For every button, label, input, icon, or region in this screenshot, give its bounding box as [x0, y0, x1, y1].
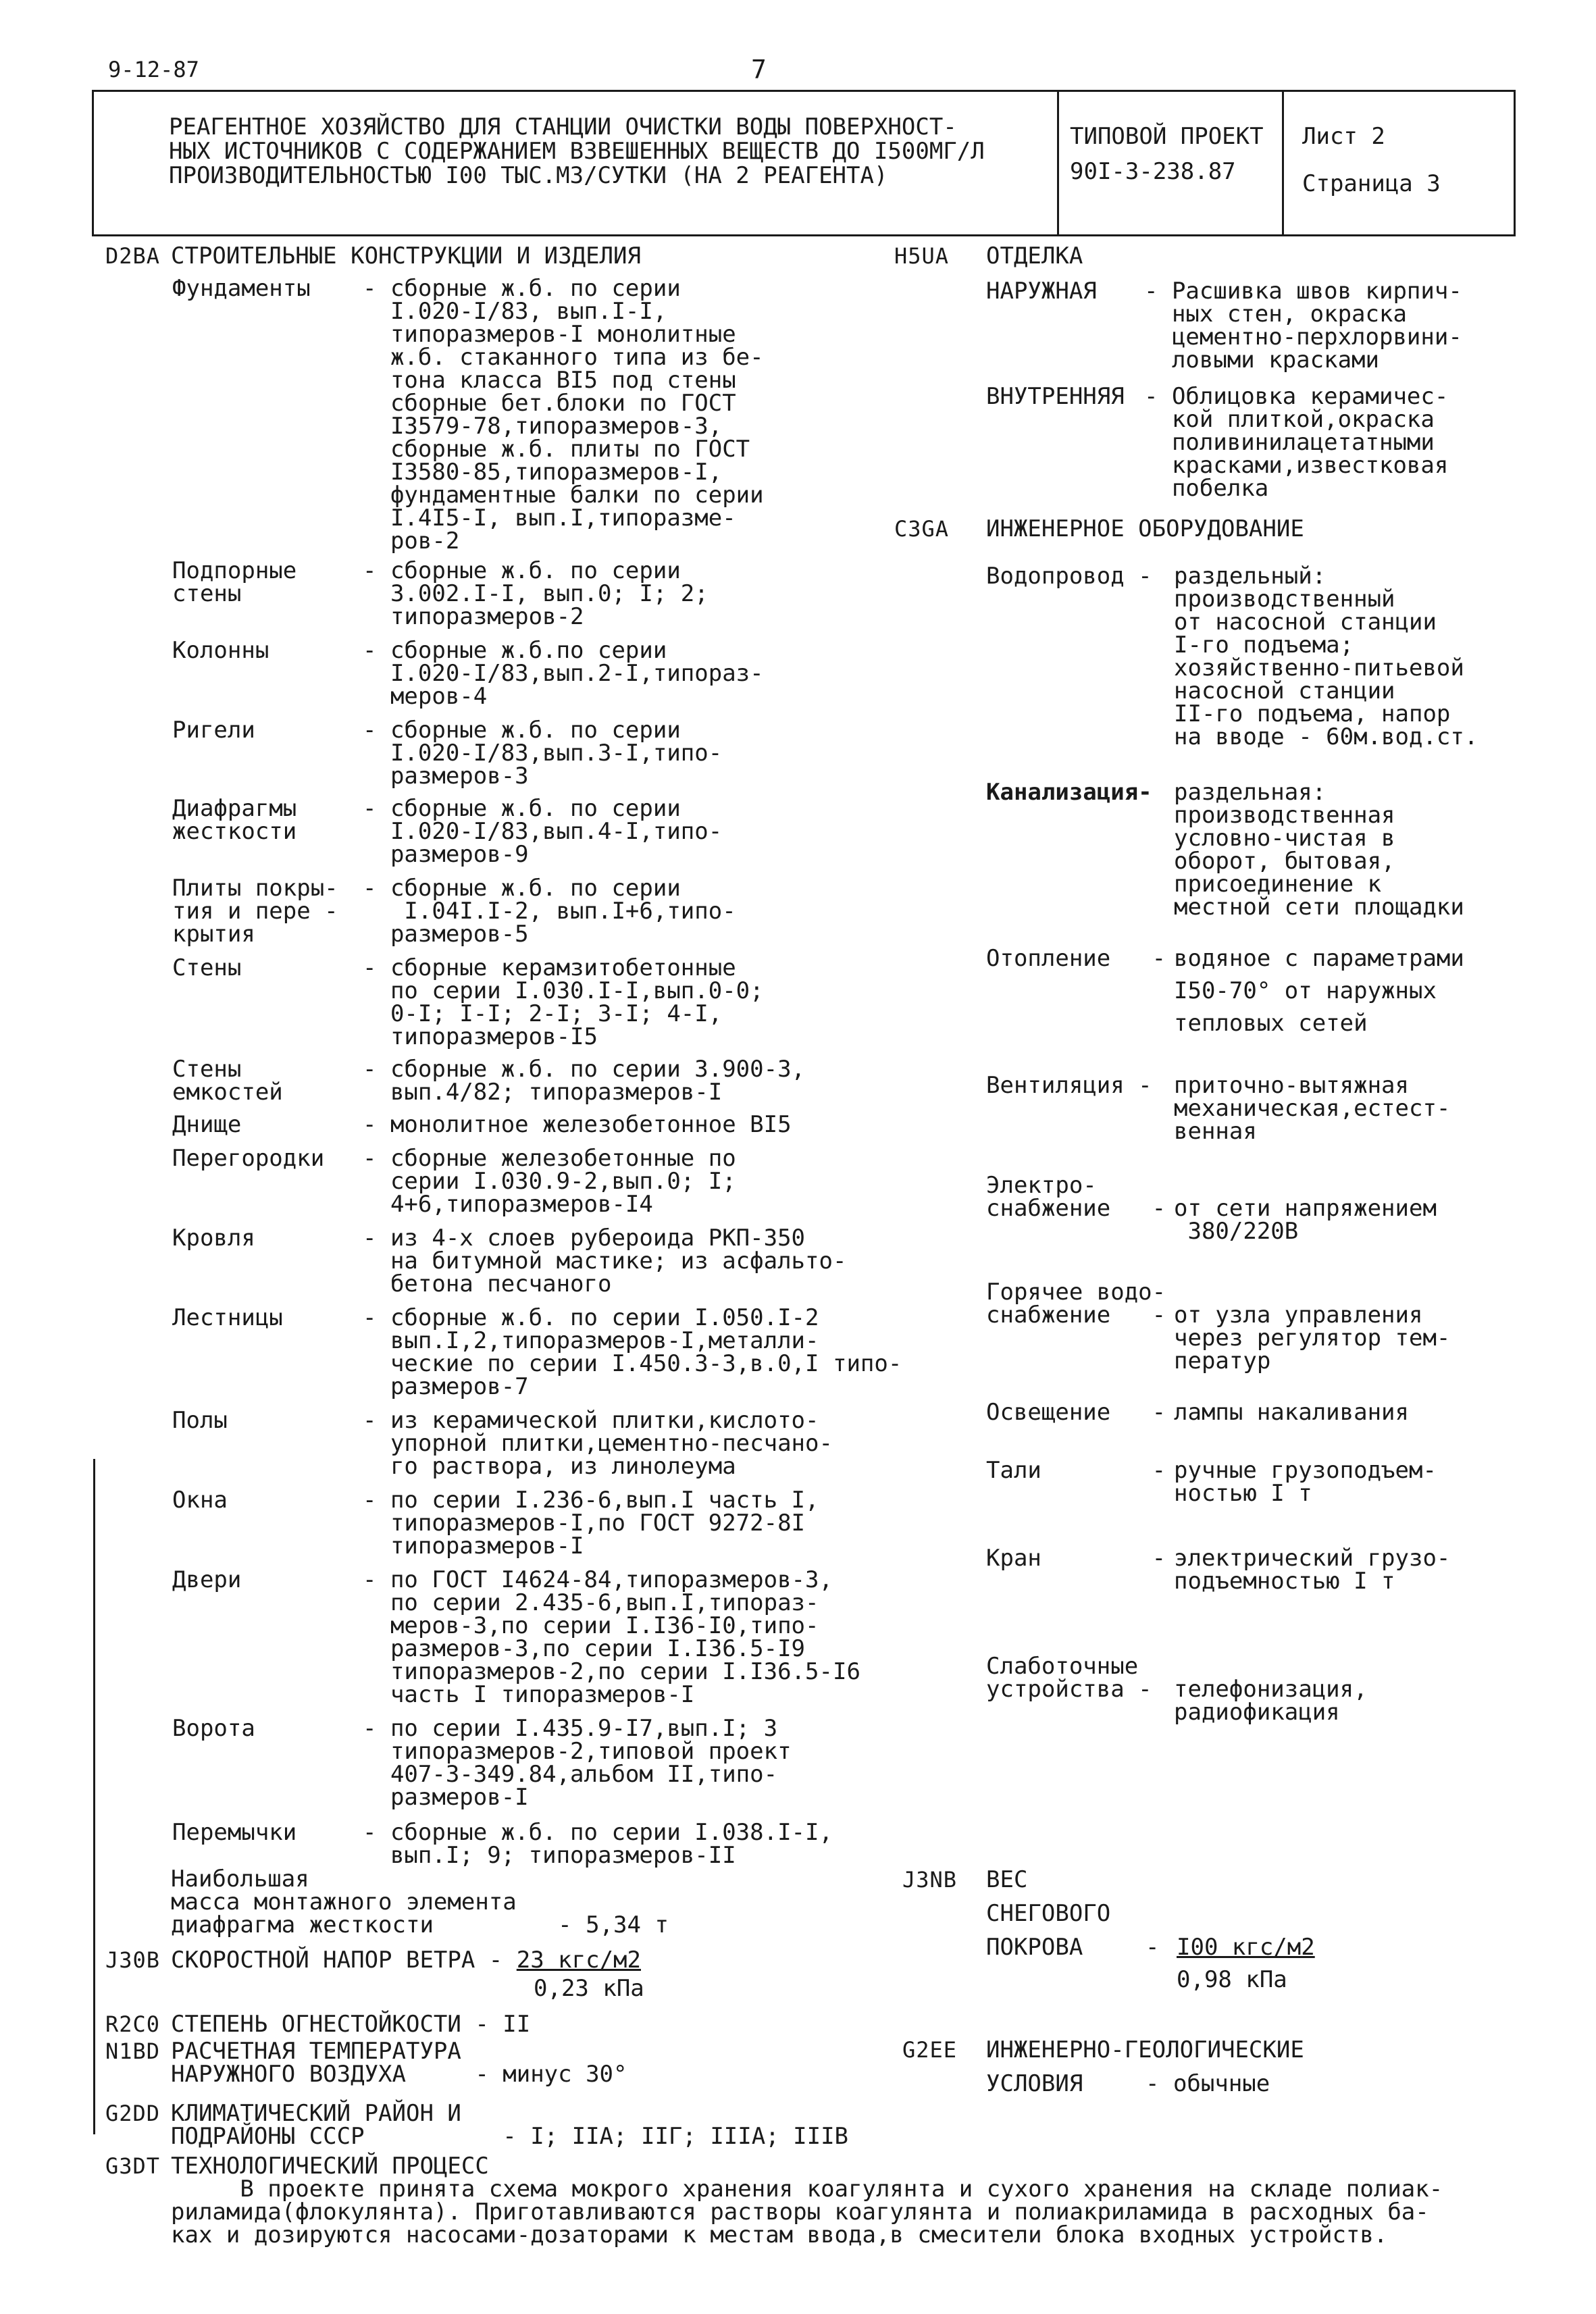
item-description: размеров-3: [363, 763, 529, 790]
geo-title: ИНЖЕНЕРНО-ГЕОЛОГИЧЕСКИЕ: [986, 2036, 1304, 2063]
engineering-desc: производственный: [1174, 586, 1395, 613]
item-label: Днище: [172, 1111, 242, 1138]
engineering-desc: насосной станции: [1174, 677, 1395, 704]
item-description: I.020-I/83, вып.I-I,: [363, 298, 667, 325]
item-description: - сборные ж.б. по серии: [363, 795, 681, 822]
item-description: - по серии I.435.9-I7,вып.I; 3: [363, 1715, 778, 1742]
item-description: I.020-I/83,вып.3-I,типо-: [363, 740, 723, 767]
item-label: Диафрагмы: [172, 795, 297, 822]
item-label: Плиты покры-: [172, 875, 338, 902]
item-description: - сборные ж.б.по серии: [363, 637, 667, 664]
section-title: СТРОИТЕЛЬНЫЕ КОНСТРУКЦИИ И ИЗДЕЛИЯ: [171, 242, 641, 269]
snow-line-3: ПОКРОВА: [986, 1934, 1083, 1961]
item-description: - сборные железобетонные по: [363, 1145, 736, 1172]
geo-code: G2EE: [902, 2037, 958, 2063]
engineering-desc: ручные грузоподъем-: [1174, 1457, 1437, 1484]
item-description: вып.I,2,типоразмеров-I,металли-: [363, 1327, 819, 1354]
engineering-desc: раздельная:: [1174, 779, 1327, 806]
tech-title: ТЕХНОЛОГИЧЕСКИЙ ПРОЦЕСС: [171, 2153, 489, 2180]
engineering-desc: ператур: [1174, 1347, 1271, 1374]
engineering-desc: I50-70° от наружных: [1174, 977, 1437, 1004]
engineering-label: Отопление -: [986, 945, 1166, 972]
engineering-desc: лампы накаливания: [1174, 1399, 1409, 1426]
engineering-label: Горячее водо-: [986, 1279, 1166, 1306]
item-description: меров-4: [363, 683, 488, 710]
engineering-desc: II-го подъема, напор: [1174, 700, 1451, 727]
snow-line-2: СНЕГОВОГО: [986, 1900, 1111, 1927]
snow-value-kgs: I00 кгс/м2: [1177, 1934, 1315, 1961]
finish-code: H5UA: [894, 243, 950, 269]
item-description: - сборные ж.б. по серии I.038.I-I,: [363, 1819, 833, 1846]
finish-desc-line: поливинилацетатными: [1144, 429, 1435, 456]
item-label: Лестницы: [172, 1304, 283, 1331]
finish-outer-label: НАРУЖНАЯ: [986, 278, 1097, 305]
engineering-desc: хозяйственно-питьевой: [1174, 654, 1464, 682]
section-code: D2BA: [105, 243, 161, 269]
item-description: вып.4/82; типоразмеров-I: [363, 1079, 723, 1106]
item-description: 3.002.I-I, вып.0; I; 2;: [363, 580, 709, 607]
finish-desc-line: цементно-перхлорвини-: [1144, 324, 1462, 351]
item-label: Перемычки: [172, 1819, 297, 1846]
item-label: Фундаменты: [172, 275, 311, 302]
tech-line-1: В проекте принята схема мокрого хранения коагулянта и сухого хранения на складе полиак-: [171, 2176, 1443, 2203]
item-label: Окна: [172, 1487, 228, 1514]
item-description: I3579-78,типоразмеров-3,: [363, 413, 723, 440]
item-description: сборные бет.блоки по ГОСТ: [363, 390, 736, 417]
engineering-label: Кран -: [986, 1545, 1166, 1572]
item-description: на битумной мастике; из асфальто-: [363, 1248, 847, 1275]
finish-desc-line: - Облицовка керамичес-: [1144, 383, 1449, 410]
engineering-code: C3GA: [894, 516, 950, 542]
max-mass-line-3: диафрагма жесткости - 5,34 т: [171, 1911, 669, 1938]
engineering-desc: раздельный:: [1174, 563, 1327, 590]
item-label: крытия: [172, 921, 255, 948]
item-description: фундаментные балки по серии: [363, 482, 764, 509]
item-description: типоразмеров-2,типовой проект: [363, 1738, 792, 1765]
item-label: Подпорные: [172, 557, 297, 584]
finish-desc-line: ных стен, окраска: [1144, 301, 1407, 328]
engineering-label: Электро-: [986, 1172, 1097, 1199]
item-description: типоразмеров-I монолитные: [363, 321, 736, 348]
engineering-desc: водяное с параметрами: [1174, 945, 1464, 972]
item-label: стены: [172, 580, 242, 607]
sheet-number: Лист 2: [1302, 123, 1385, 150]
temp-line-1: РАСЧЕТНАЯ ТЕМПЕРАТУРА: [171, 2038, 461, 2065]
finish-desc-line: кой плиткой,окраска: [1144, 406, 1435, 433]
snow-value-kpa: 0,98 кПа: [1177, 1966, 1287, 1993]
engineering-label: Канализация-: [986, 779, 1152, 806]
wind-code: J30B: [105, 1947, 161, 1973]
item-label: Перегородки: [172, 1145, 325, 1172]
item-description: го раствора, из линолеума: [363, 1453, 736, 1480]
item-description: ческие по серии I.450.3-3,в.0,I типо-: [363, 1350, 902, 1377]
engineering-label: Вентиляция -: [986, 1072, 1152, 1099]
engineering-desc: на вводе - 60м.вод.ст.: [1174, 723, 1478, 750]
item-description: размеров-I: [363, 1784, 529, 1811]
item-description: типоразмеров-I,по ГОСТ 9272-8I: [363, 1510, 806, 1537]
engineering-desc: от узла управления: [1174, 1302, 1423, 1329]
climate-line-2: ПОДРАЙОНЫ СССР - I; IIA; IIГ; IIIA; IIIB: [171, 2123, 849, 2150]
max-mass-line-1: Наибольшая: [171, 1866, 309, 1893]
finish-desc-line: - Расшивка швов кирпич-: [1144, 278, 1462, 305]
tech-line-3: ках и дозируются насосами-дозаторами к местам ввода,в смесители блока входных устройств.: [171, 2221, 1388, 2248]
temp-line-2: НАРУЖНОГО ВОЗДУХА - минус 30°: [171, 2061, 627, 2088]
item-description: ж.б. стаканного типа из бе-: [363, 344, 764, 371]
item-label: Стены: [172, 1056, 242, 1083]
engineering-desc: венная: [1174, 1118, 1257, 1145]
max-mass-line-2: масса монтажного элемента: [171, 1888, 517, 1916]
engineering-label: Водопровод -: [986, 563, 1152, 590]
item-label: Ригели: [172, 717, 255, 744]
finish-title: ОТДЕЛКА: [986, 242, 1083, 269]
item-label: Ворота: [172, 1715, 255, 1742]
item-label: тия и пере -: [172, 898, 338, 925]
geo-label: УСЛОВИЯ: [986, 2070, 1083, 2097]
title-line-3: ПРОИЗВОДИТЕЛЬНОСТЬЮ I00 ТЫС.М3/СУТКИ (НА 2 РЕАГЕНТА): [169, 162, 888, 189]
project-label: ТИПОВОЙ ПРОЕКТ: [1070, 123, 1264, 150]
engineering-desc: тепловых сетей: [1174, 1010, 1368, 1037]
item-description: серии I.030.9-2,вып.0; I;: [363, 1168, 736, 1195]
engineering-desc: электрический грузо-: [1174, 1545, 1451, 1572]
snow-code: J3NB: [902, 1867, 958, 1893]
item-label: Кровля: [172, 1225, 255, 1252]
item-description: I.04I.I-2, вып.I+6,типо-: [363, 898, 736, 925]
item-description: вып.I; 9; типоразмеров-II: [363, 1842, 736, 1869]
item-description: - из 4-х слоев рубероида РКП-350: [363, 1225, 806, 1252]
item-description: размеров-9: [363, 841, 529, 868]
title-line-2: НЫХ ИСТОЧНИКОВ С СОДЕРЖАНИЕМ ВЗВЕШЕННЫХ ВЕЩЕСТВ ДО I500МГ/Л: [169, 138, 985, 165]
item-description: по серии 2.435-6,вып.I,типораз-: [363, 1589, 819, 1616]
fire-resistance: СТЕПЕНЬ ОГНЕСТОЙКОСТИ - II: [171, 2011, 531, 2038]
engineering-desc: условно-чистая в: [1174, 825, 1395, 852]
item-description: сборные ж.б. плиты по ГОСТ: [363, 436, 750, 463]
finish-inner-label: ВНУТРЕННЯЯ: [986, 383, 1125, 410]
item-description: - сборные ж.б. по серии: [363, 717, 681, 744]
item-description: 0-I; I-I; 2-I; 3-I; 4-I,: [363, 1000, 723, 1027]
tech-line-2: риламида(флокулянта). Приготавливаются растворы коагулянта и полиакриламида в расходных ба-: [171, 2199, 1429, 2226]
engineering-desc: I-го подъема;: [1174, 632, 1354, 659]
engineering-label: Слаботочные: [986, 1653, 1139, 1680]
finish-desc-line: ловыми красками: [1144, 346, 1379, 374]
item-label: емкостей: [172, 1079, 283, 1106]
engineering-desc: через регулятор тем-: [1174, 1325, 1451, 1352]
item-description: типоразмеров-2: [363, 603, 584, 630]
engineering-label: снабжение -: [986, 1195, 1166, 1222]
margin-line: [93, 1459, 95, 2134]
climate-line-1: КЛИМАТИЧЕСКИЙ РАЙОН И: [171, 2100, 461, 2127]
item-label: жесткости: [172, 818, 297, 845]
engineering-desc: производственная: [1174, 802, 1395, 829]
engineering-desc: от насосной станции: [1174, 609, 1437, 636]
item-label: Полы: [172, 1407, 228, 1434]
engineering-desc: радиофикация: [1174, 1699, 1340, 1726]
item-description: типоразмеров-I: [363, 1533, 584, 1560]
wind-label-text: СКОРОСТНОЙ НАПОР ВЕТРА -: [171, 1947, 517, 1974]
engineering-desc: приточно-вытяжная: [1174, 1072, 1409, 1099]
item-description: - сборные ж.б. по серии: [363, 875, 681, 902]
wind-value-kgs: 23 кгс/м2: [516, 1947, 641, 1974]
project-number: 90I-3-238.87: [1070, 158, 1236, 185]
item-description: 4+6,типоразмеров-I4: [363, 1191, 653, 1218]
engineering-title: ИНЖЕНЕРНОЕ ОБОРУДОВАНИЕ: [986, 515, 1304, 542]
engineering-desc: ностью I т: [1174, 1480, 1312, 1507]
snow-line-1: ВЕС: [986, 1866, 1028, 1893]
wind-value-kpa: 0,23 кПа: [534, 1975, 644, 2002]
item-description: ров-2: [363, 528, 460, 555]
item-description: размеров-7: [363, 1373, 529, 1400]
item-description: по серии I.030.I-I,вып.0-0;: [363, 977, 764, 1004]
item-description: - сборные ж.б. по серии 3.900-3,: [363, 1056, 806, 1083]
finish-desc-line: красками,известковая: [1144, 452, 1449, 479]
engineering-desc: присоединение к: [1174, 871, 1382, 898]
item-label: Колонны: [172, 637, 269, 664]
engineering-desc: механическая,естест-: [1174, 1095, 1451, 1122]
engineering-desc: от сети напряжением: [1174, 1195, 1437, 1222]
item-description: - сборные ж.б. по серии: [363, 557, 681, 584]
geo-value: - обычные: [1145, 2070, 1270, 2097]
item-description: I.4I5-I, вып.I,типоразме-: [363, 505, 736, 532]
engineering-desc: 380/220B: [1174, 1218, 1299, 1245]
item-label: Стены: [172, 954, 242, 981]
item-description: - сборные ж.б. по серии I.050.I-2: [363, 1304, 819, 1331]
item-description: упорной плитки,цементно-песчано-: [363, 1430, 833, 1457]
engineering-label: снабжение -: [986, 1302, 1166, 1329]
engineering-desc: оборот, бытовая,: [1174, 848, 1395, 875]
item-description: - из керамической плитки,кислото-: [363, 1407, 819, 1434]
item-description: - монолитное железобетонное BI5: [363, 1111, 792, 1138]
item-description: I.020-I/83,вып.2-I,типораз-: [363, 660, 764, 687]
sheet-page: Страница 3: [1302, 170, 1441, 197]
item-description: I.020-I/83,вып.4-I,типо-: [363, 818, 723, 845]
finish-desc-line: побелка: [1144, 475, 1269, 502]
fire-code: R2C0: [105, 2011, 161, 2037]
document-date: 9-12-87: [108, 57, 199, 82]
item-description: - по ГОСТ I4624-84,типоразмеров-3,: [363, 1566, 833, 1593]
page-number: 7: [751, 55, 767, 84]
item-description: часть I типоразмеров-I: [363, 1681, 695, 1708]
engineering-label: Тали -: [986, 1457, 1166, 1484]
engineering-desc: местной сети площадки: [1174, 894, 1464, 921]
item-description: тона класса BI5 под стены: [363, 367, 736, 394]
wind-label: [171, 1949, 641, 1972]
item-description: - сборные ж.б. по серии: [363, 275, 681, 302]
climate-code: G2DD: [105, 2101, 161, 2126]
snow-dash: -: [1145, 1934, 1160, 1961]
item-description: размеров-3,по серии I.I36.5-I9: [363, 1635, 806, 1662]
engineering-desc: телефонизация,: [1174, 1676, 1368, 1703]
tech-code: G3DT: [105, 2153, 161, 2179]
item-description: бетона песчаного: [363, 1270, 612, 1297]
title-line-1: РЕАГЕНТНОЕ ХОЗЯЙСТВО ДЛЯ СТАНЦИИ ОЧИСТКИ ВОДЫ ПОВЕРХНОСТ-: [169, 113, 957, 140]
temp-code: N1BD: [105, 2038, 161, 2064]
item-description: - сборные керамзитобетонные: [363, 954, 736, 981]
engineering-label: устройства -: [986, 1676, 1152, 1703]
item-description: I3580-85,типоразмеров-I,: [363, 459, 723, 486]
item-description: типоразмеров-2,по серии I.I36.5-I6: [363, 1658, 860, 1685]
item-description: типоразмеров-I5: [363, 1023, 598, 1050]
item-description: меров-3,по серии I.I36-I0,типо-: [363, 1612, 819, 1639]
item-description: размеров-5: [363, 921, 529, 948]
item-description: 407-3-349.84,альбом II,типо-: [363, 1761, 778, 1788]
engineering-desc: подъемностью I т: [1174, 1568, 1395, 1595]
item-label: Двери: [172, 1566, 242, 1593]
item-description: - по серии I.236-6,вып.I часть I,: [363, 1487, 819, 1514]
engineering-label: Освещение -: [986, 1399, 1166, 1426]
